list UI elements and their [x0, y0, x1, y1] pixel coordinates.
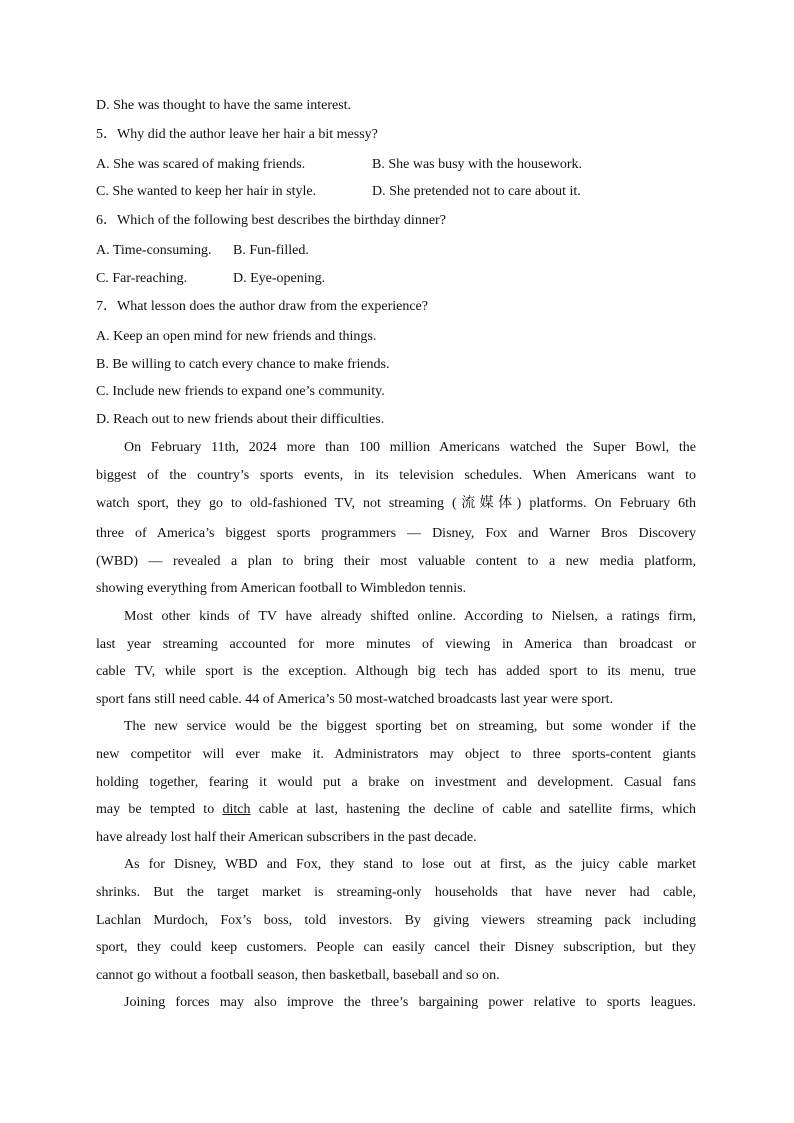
q6-option-c: C. Far-reaching.: [96, 271, 188, 286]
passage-p1-line-3: watch sport, they go to old-fashioned TV, not streaming (流媒体) platforms. On February 6th: [96, 496, 696, 511]
passage-p2-line-4: sport fans still need cable. 44 of America’s 50 most-watched broadcasts last year were sport.: [96, 692, 614, 707]
passage-p3-line-1: The new service would be the biggest sporting bet on streaming, but some wonder if the: [124, 719, 696, 734]
passage-p2-line-3: cable TV, while sport is the exception. Although big tech has added sport to its menu, true: [96, 664, 696, 679]
q5-option-c: C. She wanted to keep her hair in style.: [96, 184, 317, 199]
q5-stem: 5．Why did the author leave her hair a bit messy?: [96, 127, 378, 142]
q7-stem: 7．What lesson does the author draw from the experience?: [96, 299, 428, 314]
q7-option-b: B. Be willing to catch every chance to make friends.: [96, 357, 390, 372]
passage-p4-line-4: sport, they could keep customers. People can easily cancel their Disney subscription, but they: [96, 940, 696, 955]
passage-p2-line-1: Most other kinds of TV have already shifted online. According to Nielsen, a ratings firm,: [124, 609, 696, 624]
passage-p4-line-1: As for Disney, WBD and Fox, they stand to lose out at first, as the juicy cable market: [124, 857, 696, 872]
q6-stem: 6．Which of the following best describes the birthday dinner?: [96, 213, 446, 228]
q6-option-b: B. Fun-filled.: [233, 243, 309, 258]
q5-option-d: D. She pretended not to care about it.: [372, 184, 581, 199]
q6-option-a: A. Time-consuming.: [96, 243, 212, 258]
passage-p4-line-2: shrinks. But the target market is streaming-only households that have never had cable,: [96, 885, 696, 900]
passage-p1-line-2: biggest of the country’s sports events, in its television schedules. When Americans want to: [96, 468, 696, 483]
passage-p5-line-1: Joining forces may also improve the three’s bargaining power relative to sports leagues.: [124, 995, 696, 1010]
passage-p3-line-5: have already lost half their American subscribers in the past decade.: [96, 830, 477, 845]
passage-p3-line-4-end: cable at last, hastening the decline of cable and satellite firms, which: [250, 802, 696, 817]
passage-p1-line-1: On February 11th, 2024 more than 100 million Americans watched the Super Bowl, the: [124, 440, 696, 455]
passage-p4-line-5: cannot go without a football season, then basketball, baseball and so on.: [96, 968, 500, 983]
q5-option-b: B. She was busy with the housework.: [372, 157, 582, 172]
passage-p3-line-4: [96, 801, 696, 819]
passage-p2-line-2: last year streaming accounted for more minutes of viewing in America than broadcast or: [96, 637, 696, 652]
passage-p4-line-3: Lachlan Murdoch, Fox’s boss, told investors. By giving viewers streaming pack including: [96, 913, 696, 928]
underlined-word-ditch: ditch: [222, 802, 251, 817]
q5-option-a: A. She was scared of making friends.: [96, 157, 306, 172]
passage-p1-line-4: three of America’s biggest sports programmers — Disney, Fox and Warner Bros Discovery: [96, 526, 696, 541]
passage-p1-line-5: (WBD) — revealed a plan to bring their most valuable content to a new media platform,: [96, 554, 696, 569]
q7-option-a: A. Keep an open mind for new friends and things.: [96, 329, 377, 344]
q7-option-d: D. Reach out to new friends about their difficulties.: [96, 412, 385, 427]
passage-p3-line-3: holding together, fearing it would put a brake on investment and development. Casual fans: [96, 775, 696, 790]
passage-p3-line-4-start: may be tempted to: [96, 802, 223, 817]
passage-p3-line-2: new competitor will ever make it. Administrators may object to three sports-content giants: [96, 747, 696, 762]
passage-p1-line-6: showing everything from American football to Wimbledon tennis.: [96, 581, 467, 596]
q6-option-d: D. Eye-opening.: [233, 271, 326, 286]
q4-option-d: D. She was thought to have the same interest.: [96, 98, 352, 113]
q7-option-c: C. Include new friends to expand one’s community.: [96, 384, 385, 399]
